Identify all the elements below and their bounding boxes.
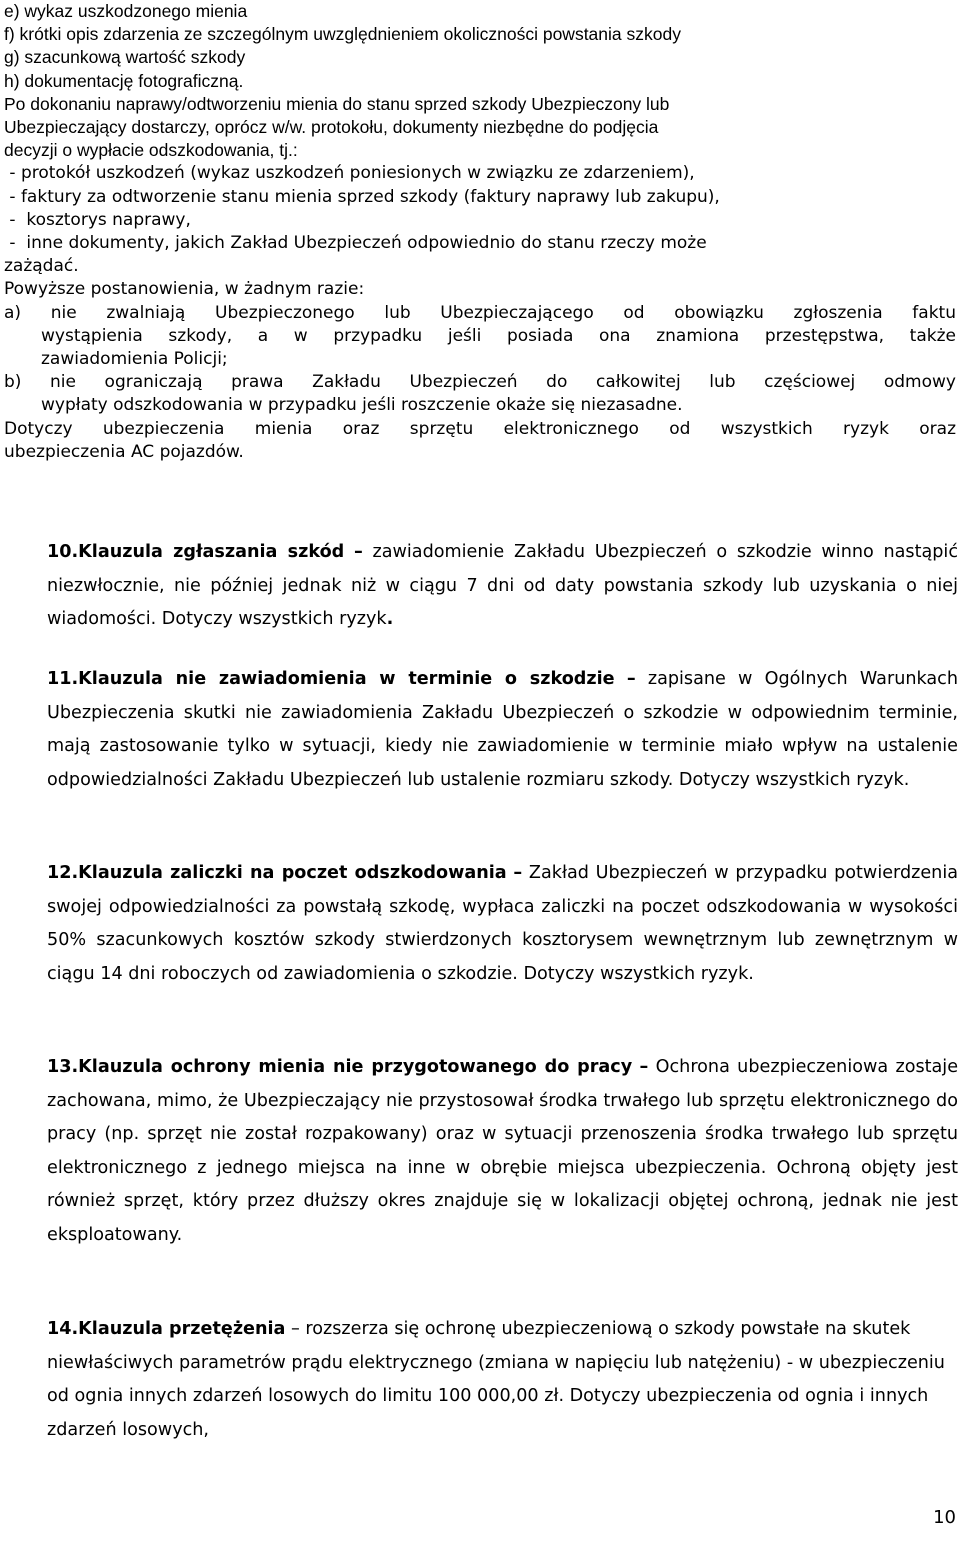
clause-dash: – [639,1057,649,1077]
document-list-item: - inne dokumenty, jakich Zakład Ubezpieczeń odpowiednio do stanu rzeczy może [4,233,707,254]
clause-title: Klauzula przetężenia [78,1319,286,1339]
clause-12 [47,857,958,991]
list-item: e) wykaz uszkodzonego mienia [4,1,248,21]
paragraph-line: Po dokonaniu naprawy/odtworzeniu mienia do stanu sprzed szkody Ubezpieczony lub [4,93,670,114]
item-b-line: b) nie ograniczają prawa Zakładu Ubezpieczeń do całkowitej lub częściowej odmowy [4,372,956,393]
clause-number: 12. [47,863,79,883]
clause-body: rozszerza się ochronę ubezpieczeniową o szkody powstałe na skutek niewłaściwych parametrów prądu elektrycznego (zmiana w napięciu lub natężeniu) - w ubezpieczeniu od ognia innych zdarzeń losowych do limitu 100 000,00 zł. Dotyczy ubezpieczenia od ognia i innych zdarzeń losowych, [47,1319,945,1440]
clause-10 [47,536,958,637]
clause-body: Ochrona ubezpieczeniowa zostaje zachowana, mimo, że Ubezpieczający nie przystosował środka trwałego lub sprzętu elektronicznego do pracy (np. sprzęt nie został rozpakowany) oraz w sytuacji przenoszenia środka trwałego lub sprzętu elektronicznego z jednego miejsca na inne w obrębie miejsca ubezpieczenia. Ochroną objęty jest również sprzęt, który przez dłuższy okres znajduje się w lokalizacji objętej ochroną, jednak nie jest eksploatowany. [47,1057,959,1245]
clause-end: . [386,609,394,630]
clause-body: zapisane w Ogólnych Warunkach Ubezpieczenia skutki nie zawiadomienia Zakładu Ubezpieczeń o szkodzie w odpowiednim terminie, mają zastosowanie tylko w sytuacji, kiedy nie zawiadomienie w terminie miało wpływ na ustalenie odpowiedzialności Zakładu Ubezpieczeń lub ustalenie rozmiaru szkody. Dotyczy wszystkich ryzyk. [47,669,958,790]
clause-14 [47,1313,958,1447]
paragraph-line: Dotyczy ubezpieczenia mienia oraz sprzętu elektronicznego od wszystkich ryzyk oraz [4,418,956,439]
item-a-line: wystąpienia szkody, a w przypadku jeśli posiada ona znamiona przestępstwa, także [41,325,956,346]
clause-body: Zakład Ubezpieczeń w przypadku potwierdzenia swojej odpowiedzialności za powstałą szkodę, wypłaca zaliczki na poczet odszkodowania w wysokości 50% szacunkowych kosztów szkody stwierdzonych kosztorysem wewnętrznym lub zewnętrznym w ciągu 14 dni roboczych od zawiadomienia o szkodzie. Dotyczy wszystkich ryzyk. [47,863,959,984]
clause-dash: – [626,669,636,689]
document-list-item: - kosztorys naprawy, [4,209,191,230]
clause-title: Klauzula zgłaszania szkód [78,542,345,562]
clause-title: Klauzula nie zawiadomienia w terminie o szkodzie [78,669,615,689]
clause-11 [47,663,958,797]
clause-body: zawiadomienie Zakładu Ubezpieczeń o szkodzie winno nastąpić niezwłocznie, nie później jednak niż w ciągu 7 dni od daty powstania szkody lub uzyskania o niej wiadomości. Dotyczy wszystkich ryzyk [47,542,958,630]
clause-dash: – [291,1319,300,1339]
list-item: f) krótki opis zdarzenia ze szczególnym uwzględnieniem okoliczności powstania szkody [4,24,681,45]
clause-dash: – [513,863,523,883]
item-a-line: a) nie zwalniają Ubezpieczonego lub Ubezpieczającego od obowiązku zgłoszenia faktu [4,302,956,323]
item-b-line: wypłaty odszkodowania w przypadku jeśli roszczenie okaże się niezasadne. [41,395,683,416]
clause-number: 14. [47,1319,79,1339]
document-list-item: zażądać. [4,256,79,277]
clause-title: Klauzula zaliczki na poczet odszkodowania [78,863,507,883]
list-item: h) dokumentację fotograficzną. [4,70,244,91]
paragraph-line: ubezpieczenia AC pojazdów. [4,441,244,462]
clause-number: 10. [47,542,79,562]
item-a-line: zawiadomienia Policji; [41,349,228,370]
page-number: 10 [933,1507,956,1528]
paragraph-line: Powyższe postanowienia, w żadnym razie: [4,279,365,300]
clause-13 [47,1051,958,1253]
document-list-item: - faktury za odtworzenie stanu mienia sprzed szkody (faktury naprawy lub zakupu), [4,186,720,207]
clause-title: Klauzula ochrony mienia nie przygotowanego do pracy [78,1057,633,1077]
document-list-item: - protokół uszkodzeń (wykaz uszkodzeń poniesionych w związku ze zdarzeniem), [4,163,695,184]
clause-number: 11. [47,669,79,689]
paragraph-line: Ubezpieczający dostarczy, oprócz w/w. protokołu, dokumenty niezbędne do podjęcia [4,117,659,138]
paragraph-line: decyzji o wypłacie odszkodowania, tj.: [4,140,298,161]
clause-number: 13. [47,1057,79,1077]
clause-dash: – [354,542,363,562]
list-item: g) szacunkową wartość szkody [4,47,246,68]
conditions-section [4,0,956,464]
